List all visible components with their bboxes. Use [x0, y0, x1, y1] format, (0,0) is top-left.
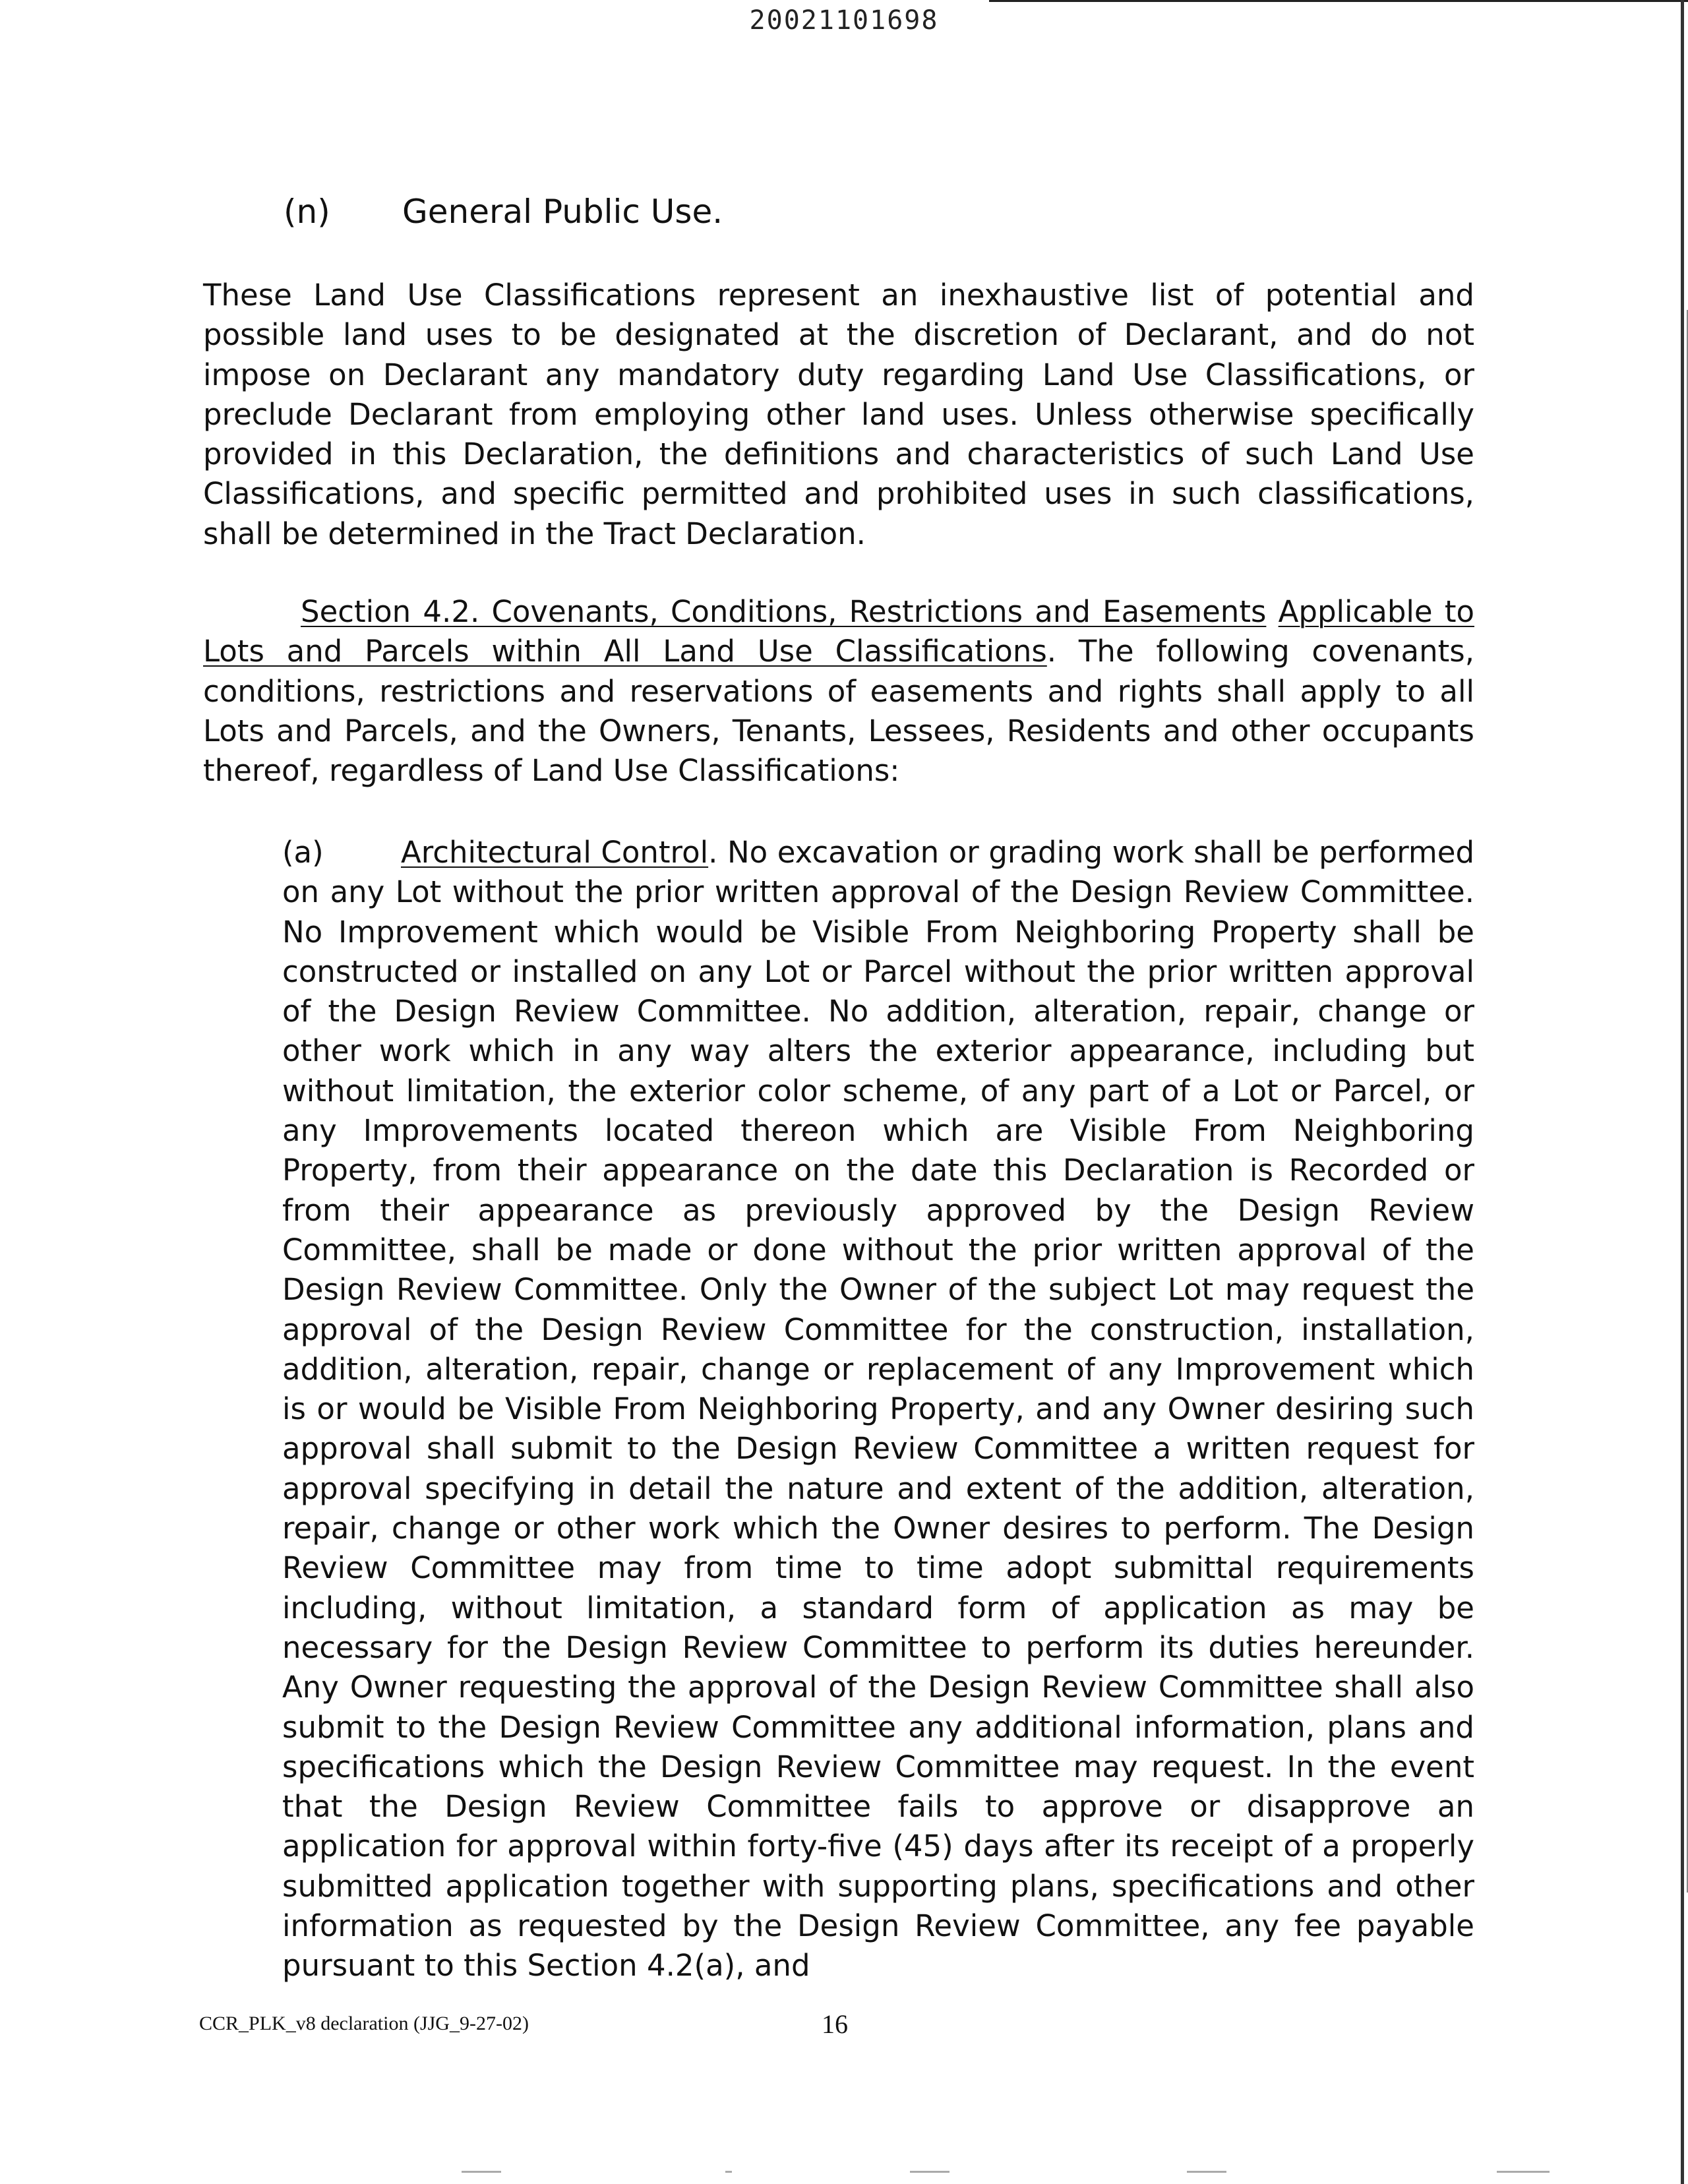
document-number: 20021101698 — [749, 5, 939, 36]
page-number: 16 — [822, 2009, 848, 2039]
section-body: . The following covenants, conditions, restrictions and reservations of easements and rights shall apply to all Lots and Parcels, and the Owners, Tenants, Lessees, Residents and other occupants thereof, regardless of Land Use Classifications: — [203, 634, 1475, 789]
footer-file-label: CCR_PLK_v8 declaration (JJG_9-27-02) — [199, 2013, 529, 2034]
top-rule — [989, 0, 1688, 2]
scan-speck — [1187, 2171, 1226, 2173]
scan-speck — [725, 2171, 732, 2173]
paragraph-land-use-classifications: These Land Use Classifications represent an inexhaustive list of potential and possible land uses to be designated at the discretion of Declarant, and do not impose on Declarant any mandatory duty regarding Land Use Classifications, or preclude Declarant from employing other land uses. Unless otherwise specifically provided in this Declaration, the definitions and characteristics of such Land Use Classifications, and specific permitted and prohibited uses in such classifications, shall be determined in the Tract Declaration. — [203, 278, 1474, 551]
right-scan-edge — [1681, 0, 1684, 2184]
subsection-label: (a) — [282, 835, 324, 870]
list-item-n — [284, 193, 723, 231]
subsection-title: Architectural Control — [401, 835, 709, 870]
scan-speck — [1497, 2171, 1550, 2173]
list-item-label: (n) — [284, 193, 330, 231]
list-item-text: General Public Use. — [402, 193, 723, 231]
scan-artifacts — [0, 2171, 1688, 2175]
section-4-2-paragraph — [203, 592, 1474, 791]
section-heading-part-2: Applicable to Lots and Parcels within All Land Use Classifications — [203, 594, 1474, 669]
scan-speck — [462, 2171, 501, 2173]
subsection-a-paragraph — [282, 833, 1474, 1986]
subsection-body: . No excavation or grading work shall be performed on any Lot without the prior written approval of the Design Review Committee. No Improvement which would be Visible From Neighboring Property shall be constructed or installed on any Lot or Parcel without the prior written approval of the Design Review Committee. No addition, alteration, repair, change or other work which in any way alters the exterior appearance, including but without limitation, the exterior color scheme, of any part of a Lot or Parcel, or any Improvements located thereon which are Visible From Neighboring Property, from their appearance on the date this Declaration is Recorded or from their appearance as previously approved by the Design Review Committee, shall be made or done without the prior written approval of the Design Review Committee. Only the Owner of the subject Lot may request the approval of the Design Review Committee for the construction, installation, addition, alteration, repair, change or replacement of any Improvement which is or would be Visible From Neighboring Property, and any Owner desiring such approval shall submit to the Design Review Committee a written request for approval specifying in detail the nature and extent of the addition, alteration, repair, change or other work which the Owner desires to perform. The Design Review Committee may from time to time adopt submittal requirements including, without limitation, a standard form of application as may be necessary for the Design Review Committee to perform its duties hereunder. Any Owner requesting the approval of the Design Review Committee shall also submit to the Design Review Committee any additional information, plans and specifications which the Design Review Committee may request. In the event that the Design Review Committee fails to approve or disapprove an application for approval within forty-five (45) days after its receipt of a properly submitted application together with supporting plans, specifications and other information as requested by the Design Review Committee, any fee payable pursuant to this Section 4.2(a), and — [282, 835, 1475, 1984]
section-heading-part-1: Section 4.2. Covenants, Conditions, Restrictions and Easements — [301, 594, 1267, 629]
scan-speck — [910, 2171, 950, 2173]
